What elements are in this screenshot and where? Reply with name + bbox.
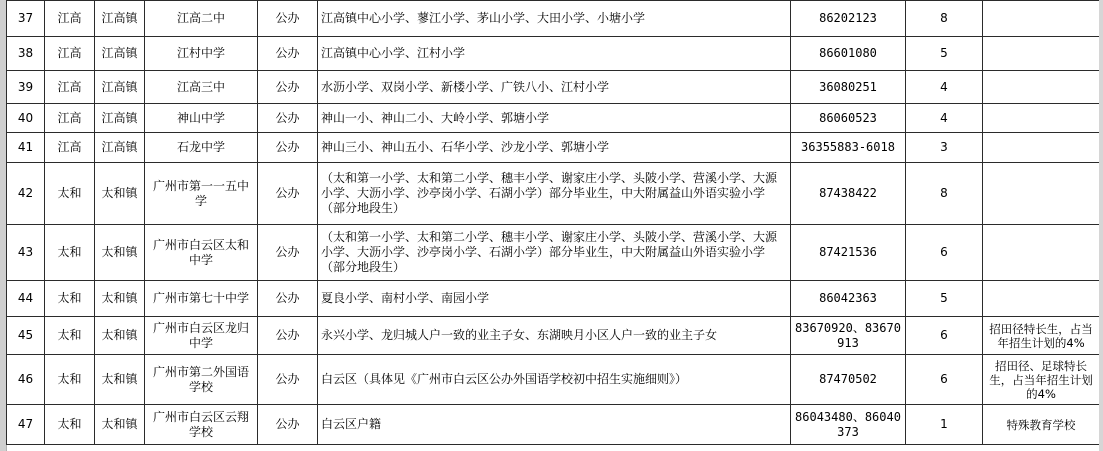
cell-type: 公办 <box>258 355 318 405</box>
cell-town: 太和镇 <box>95 281 145 317</box>
cell-note <box>983 225 1100 281</box>
cell-district: 太和 <box>45 225 95 281</box>
cell-count: 4 <box>906 71 983 104</box>
cell-feeder-schools: 夏良小学、南村小学、南园小学 <box>318 281 791 317</box>
cell-district: 江高 <box>45 37 95 71</box>
cell-town: 江高镇 <box>95 37 145 71</box>
table-row <box>7 405 1100 445</box>
table-row <box>7 133 1100 163</box>
cell-town: 江高镇 <box>95 1 145 37</box>
cell-type: 公办 <box>258 71 318 104</box>
cell-school: 神山中学 <box>145 104 258 133</box>
cell-phone: 36355883-6018 <box>791 133 906 163</box>
cell-count: 6 <box>906 355 983 405</box>
table-row <box>7 71 1100 104</box>
school-table <box>6 0 1100 445</box>
table-row <box>7 317 1100 355</box>
cell-phone: 87470502 <box>791 355 906 405</box>
cell-district: 太和 <box>45 281 95 317</box>
table-row <box>7 37 1100 71</box>
cell-phone: 86042363 <box>791 281 906 317</box>
cell-school: 广州市第七十中学 <box>145 281 258 317</box>
right-edge <box>1099 0 1103 451</box>
cell-district: 江高 <box>45 1 95 37</box>
cell-district: 江高 <box>45 71 95 104</box>
cell-count: 1 <box>906 405 983 445</box>
cell-count: 5 <box>906 281 983 317</box>
cell-index: 44 <box>7 281 45 317</box>
cell-type: 公办 <box>258 405 318 445</box>
cell-index: 41 <box>7 133 45 163</box>
cell-count: 3 <box>906 133 983 163</box>
cell-town: 江高镇 <box>95 104 145 133</box>
cell-school: 广州市白云区龙归中学 <box>145 317 258 355</box>
cell-school: 广州市白云区太和中学 <box>145 225 258 281</box>
cell-feeder-schools: 永兴小学、龙归城人户一致的业主子女、东湖映月小区人户一致的业主子女 <box>318 317 791 355</box>
cell-phone: 83670920、83670913 <box>791 317 906 355</box>
table-row <box>7 355 1100 405</box>
cell-phone: 87421536 <box>791 225 906 281</box>
cell-town: 太和镇 <box>95 317 145 355</box>
cell-district: 江高 <box>45 133 95 163</box>
table-row <box>7 104 1100 133</box>
cell-town: 太和镇 <box>95 163 145 225</box>
cell-phone: 87438422 <box>791 163 906 225</box>
cell-type: 公办 <box>258 163 318 225</box>
cell-type: 公办 <box>258 281 318 317</box>
cell-feeder-schools: 白云区户籍 <box>318 405 791 445</box>
cell-feeder-schools: （太和第一小学、太和第二小学、穗丰小学、谢家庄小学、头陂小学、营溪小学、大源小学、大沥小学、沙亭岗小学、石湖小学）部分毕业生，中大附属益山外语实验小学（部分地段生） <box>318 163 791 225</box>
cell-count: 6 <box>906 225 983 281</box>
cell-feeder-schools: 江高镇中心小学、江村小学 <box>318 37 791 71</box>
cell-feeder-schools: 水沥小学、双岗小学、新楼小学、广铁八小、江村小学 <box>318 71 791 104</box>
cell-index: 47 <box>7 405 45 445</box>
cell-phone: 86043480、86040373 <box>791 405 906 445</box>
cell-feeder-schools: 白云区（具体见《广州市白云区公办外国语学校初中招生实施细则》） <box>318 355 791 405</box>
cell-feeder-schools: 江高镇中心小学、蓼江小学、茅山小学、大田小学、小塘小学 <box>318 1 791 37</box>
cell-type: 公办 <box>258 317 318 355</box>
cell-count: 8 <box>906 1 983 37</box>
cell-index: 42 <box>7 163 45 225</box>
cell-type: 公办 <box>258 133 318 163</box>
cell-district: 太和 <box>45 317 95 355</box>
cell-feeder-schools: 神山三小、神山五小、石华小学、沙龙小学、郭塘小学 <box>318 133 791 163</box>
cell-type: 公办 <box>258 225 318 281</box>
cell-count: 4 <box>906 104 983 133</box>
cell-town: 太和镇 <box>95 405 145 445</box>
cell-district: 江高 <box>45 104 95 133</box>
cell-note: 招田径特长生，占当年招生计划的4% <box>983 317 1100 355</box>
cell-note <box>983 163 1100 225</box>
cell-town: 太和镇 <box>95 225 145 281</box>
cell-index: 37 <box>7 1 45 37</box>
cell-note <box>983 281 1100 317</box>
cell-index: 39 <box>7 71 45 104</box>
cell-school: 广州市白云区云翔学校 <box>145 405 258 445</box>
cell-district: 太和 <box>45 405 95 445</box>
cell-count: 6 <box>906 317 983 355</box>
cell-phone: 36080251 <box>791 71 906 104</box>
cell-school: 广州市第一一五中学 <box>145 163 258 225</box>
cell-note <box>983 1 1100 37</box>
cell-school: 江村中学 <box>145 37 258 71</box>
cell-phone: 86202123 <box>791 1 906 37</box>
cell-note <box>983 71 1100 104</box>
cell-district: 太和 <box>45 355 95 405</box>
cell-town: 太和镇 <box>95 355 145 405</box>
cell-feeder-schools: 神山一小、神山二小、大岭小学、郭塘小学 <box>318 104 791 133</box>
cell-note <box>983 133 1100 163</box>
table-row <box>7 163 1100 225</box>
cell-phone: 86060523 <box>791 104 906 133</box>
cell-town: 江高镇 <box>95 71 145 104</box>
table-row <box>7 1 1100 37</box>
cell-town: 江高镇 <box>95 133 145 163</box>
cell-index: 43 <box>7 225 45 281</box>
cell-note: 招田径、足球特长生，占当年招生计划的4% <box>983 355 1100 405</box>
cell-school: 江高三中 <box>145 71 258 104</box>
cell-type: 公办 <box>258 104 318 133</box>
cell-index: 40 <box>7 104 45 133</box>
cell-district: 太和 <box>45 163 95 225</box>
table-row <box>7 281 1100 317</box>
cell-school: 石龙中学 <box>145 133 258 163</box>
cell-count: 8 <box>906 163 983 225</box>
cell-school: 江高二中 <box>145 1 258 37</box>
cell-type: 公办 <box>258 1 318 37</box>
cell-index: 45 <box>7 317 45 355</box>
cell-phone: 86601080 <box>791 37 906 71</box>
cell-note <box>983 104 1100 133</box>
table-row <box>7 225 1100 281</box>
cell-count: 5 <box>906 37 983 71</box>
cell-note: 特殊教育学校 <box>983 405 1100 445</box>
cell-school: 广州市第二外国语学校 <box>145 355 258 405</box>
cell-feeder-schools: （太和第一小学、太和第二小学、穗丰小学、谢家庄小学、头陂小学、营溪小学、大源小学、大沥小学、沙亭岗小学、石湖小学）部分毕业生，中大附属益山外语实验小学（部分地段生） <box>318 225 791 281</box>
cell-index: 46 <box>7 355 45 405</box>
cell-index: 38 <box>7 37 45 71</box>
cell-note <box>983 37 1100 71</box>
cell-type: 公办 <box>258 37 318 71</box>
